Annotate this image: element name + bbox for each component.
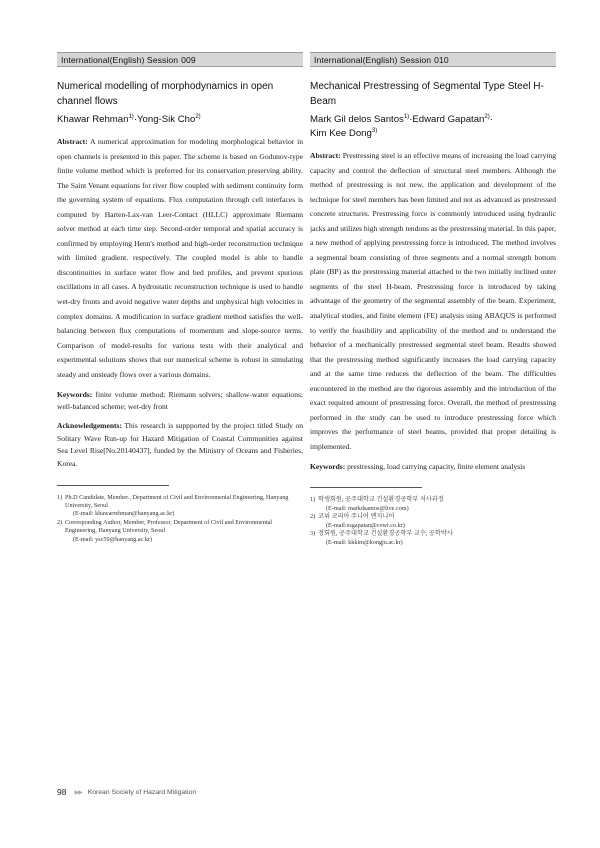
author-name: Mark Gil delos Santos <box>310 114 404 125</box>
page-number: 98 <box>57 787 67 797</box>
abstract-text: Prestressing steel is an effective means of increasing the load carrying capacity and control the deflection of structural steel members. Although the method of prestressing is not new, the application and development of the technique for steel members has been limited and not as advanced as prestressed concrete structures. Prestressing force is commonly introduced using hydraulic jacks and utilizes high strength tendons as the prestressing material. In this paper, a new method of applying prestressing force is introduced. The method involves a segmental beam consisting of three segments and a normal strength bottom plate (BP) as the prestressing material attached to the two initially inclined outer segments of the steel H-beam. Prestressing force is introduced by taking advantage of the geometry of the segmental assembly of the beam. Experiment, analytical studies, and finite element (FE) analysis using ABAQUS is performed to verify the feasibility and applicability of the method and to understand the behavior of a mechanically prestressed segmental steel beam. Results showed that the prestressing method significantly increases the load carrying capacity and at the same time reduces the deflection of the beam. The difficulties encountered in the method are the rigorous assembly and the introduction of the exact required amount of prestressing force. Overall, the method of prestressing performed in the study can be used to introduce prestressing force which improves the performance of steel beams, provided that proper detailing is implemented. <box>310 151 556 451</box>
author-line <box>310 113 556 141</box>
abstract-label: Abstract: <box>57 137 88 146</box>
footnote-email: (E-mail:esgapatan@cowi.co.kr) <box>326 521 405 529</box>
keywords-label: Keywords: <box>310 462 346 472</box>
author-separator: · <box>133 114 138 125</box>
footnote-text: 정회원, 공주대학교 건설환경공학부 교수, 공학박사 <box>318 530 453 538</box>
author-name: Yong-Sik Cho <box>137 114 196 125</box>
footnote <box>310 513 556 530</box>
footnote-text: 코위 코리아 주니어 엔지니어 <box>318 513 395 521</box>
author-name: Edward Gapatan <box>412 114 485 125</box>
author-name: Kim Kee Dong <box>310 128 372 139</box>
footnote-number: 2) <box>310 513 316 521</box>
acknowledgements <box>57 420 303 470</box>
footnote-number: 1) <box>57 493 63 501</box>
double-arrow-icon: ▶▶ <box>74 789 82 796</box>
author-separator: · <box>489 114 493 125</box>
footnote-email: (E-mail: markdsantos@live.com) <box>326 504 409 512</box>
keywords-label: Keywords: <box>57 390 93 400</box>
keywords-text: prestressing, load carrying capacity, finite element analysis <box>347 462 526 472</box>
article-title: Mechanical Prestressing of Segmental Type Steel H-Beam <box>310 81 544 107</box>
session-label: International(English) Session <box>61 54 179 65</box>
keywords <box>57 389 303 413</box>
author-line <box>57 113 303 127</box>
keywords <box>310 461 556 473</box>
footnote-number: 1) <box>310 496 316 504</box>
abstract-text: A numerical approximation for modeling morphological behavior in open channels is presented in this paper. The scheme is based on Godunov-type finite volume method which is preferred for its conservation preserving ability. The Saint Venant equations for river flow coupled with sediment continuity form the governing system of equations. Flux computation through cell interfaces is computed by Harten-Lax-van Leer-Contact (HLLC) approximate Riemann solver method at each time step. Second-order temporal and spatial accuracy is confirmed by employing Henn's method and high-order reconstruction technique with limited gradient. respectively. The coupled model is able to handle discontinuities in surface water flow and bed profiles, and prevent spurious oscillations in all cases. A hydrostatic reconstruction technique is used to handle wet-dry fronts and avoid negative water depths and unphysical high velocities in complex domains. A modification in surface gradient method satisfies the well-balancing between flux computations of momentum and slope-source terms. Comparison of model-results for various tests with their analytical and experimental solutions shows that our numerical scheme is robust in simulating steady and unsteady flows over a various domains. <box>57 137 303 379</box>
page-footer <box>57 787 196 797</box>
session-label: International(English) Session <box>314 54 432 65</box>
footnotes <box>57 494 303 544</box>
author-affiliation-mark: 1) <box>403 114 410 120</box>
author-name: Khawar Rehman <box>57 114 129 125</box>
acknowledgements-text: This research is suppported by the project titled Study on Solitary Wave Run-up for Hazard Mitigation of Coastal Communities against Sea Level Rise[No.20140437], funded by the Ministry of Oceans and Fisheries, Korea. <box>57 421 303 469</box>
abstract-label: Abstract: <box>310 151 341 160</box>
footnote-email: (E-mail: khawarrehman@hanyang.ac.kr) <box>73 510 175 518</box>
right-article <box>310 52 556 547</box>
author-affiliation-mark: 1) <box>128 114 134 120</box>
footnote-text: 학생회원, 공주대학교 건설환경공학부 석사과정 <box>318 496 444 504</box>
acknowledgements-label: Acknowledgements: <box>57 421 122 431</box>
footnote <box>57 519 303 544</box>
footnote-divider <box>57 485 169 486</box>
footnote-number: 3) <box>310 530 316 538</box>
session-header <box>310 52 556 67</box>
left-article <box>57 52 303 544</box>
session-number: 010 <box>434 54 449 65</box>
article-title: Numerical modelling of morphodynamics in open channel flows <box>57 81 274 107</box>
footnote-number: 2) <box>57 518 63 526</box>
session-number: 009 <box>181 54 196 65</box>
footnote-text: Corresponding Author, Member, Professor, Department of Civil and Environmental Engineering, Hanyang University, Seoul <box>65 518 273 535</box>
footnote <box>310 530 556 547</box>
footnote-email: (E-mail: ysc59@hanyang.ac.kr) <box>73 535 153 543</box>
footnotes <box>310 496 556 546</box>
session-header <box>57 52 303 67</box>
author-separator: · <box>409 114 413 125</box>
abstract <box>57 135 303 382</box>
author-affiliation-mark: 3) <box>371 128 378 134</box>
author-affiliation-mark: 2) <box>195 114 201 120</box>
author-affiliation-mark: 2) <box>484 114 490 120</box>
footnote <box>57 494 303 519</box>
footnote <box>310 496 556 513</box>
keywords-text: finite volume method; Riemann solvers; shallow-water equations; well-balanced scheme; wet-dry front <box>57 390 303 412</box>
footnote-text: Ph.D Candidate, Member., Department of Civil and Environmental Engineering, Hanyang University, Seoul <box>65 493 289 510</box>
society-name: Korean Society of Hazard Mitigation <box>87 788 197 796</box>
footnote-divider <box>310 487 422 488</box>
abstract <box>310 149 556 454</box>
footnote-email: (E-mail: kkkim@kongju.ac.kr) <box>326 538 403 546</box>
